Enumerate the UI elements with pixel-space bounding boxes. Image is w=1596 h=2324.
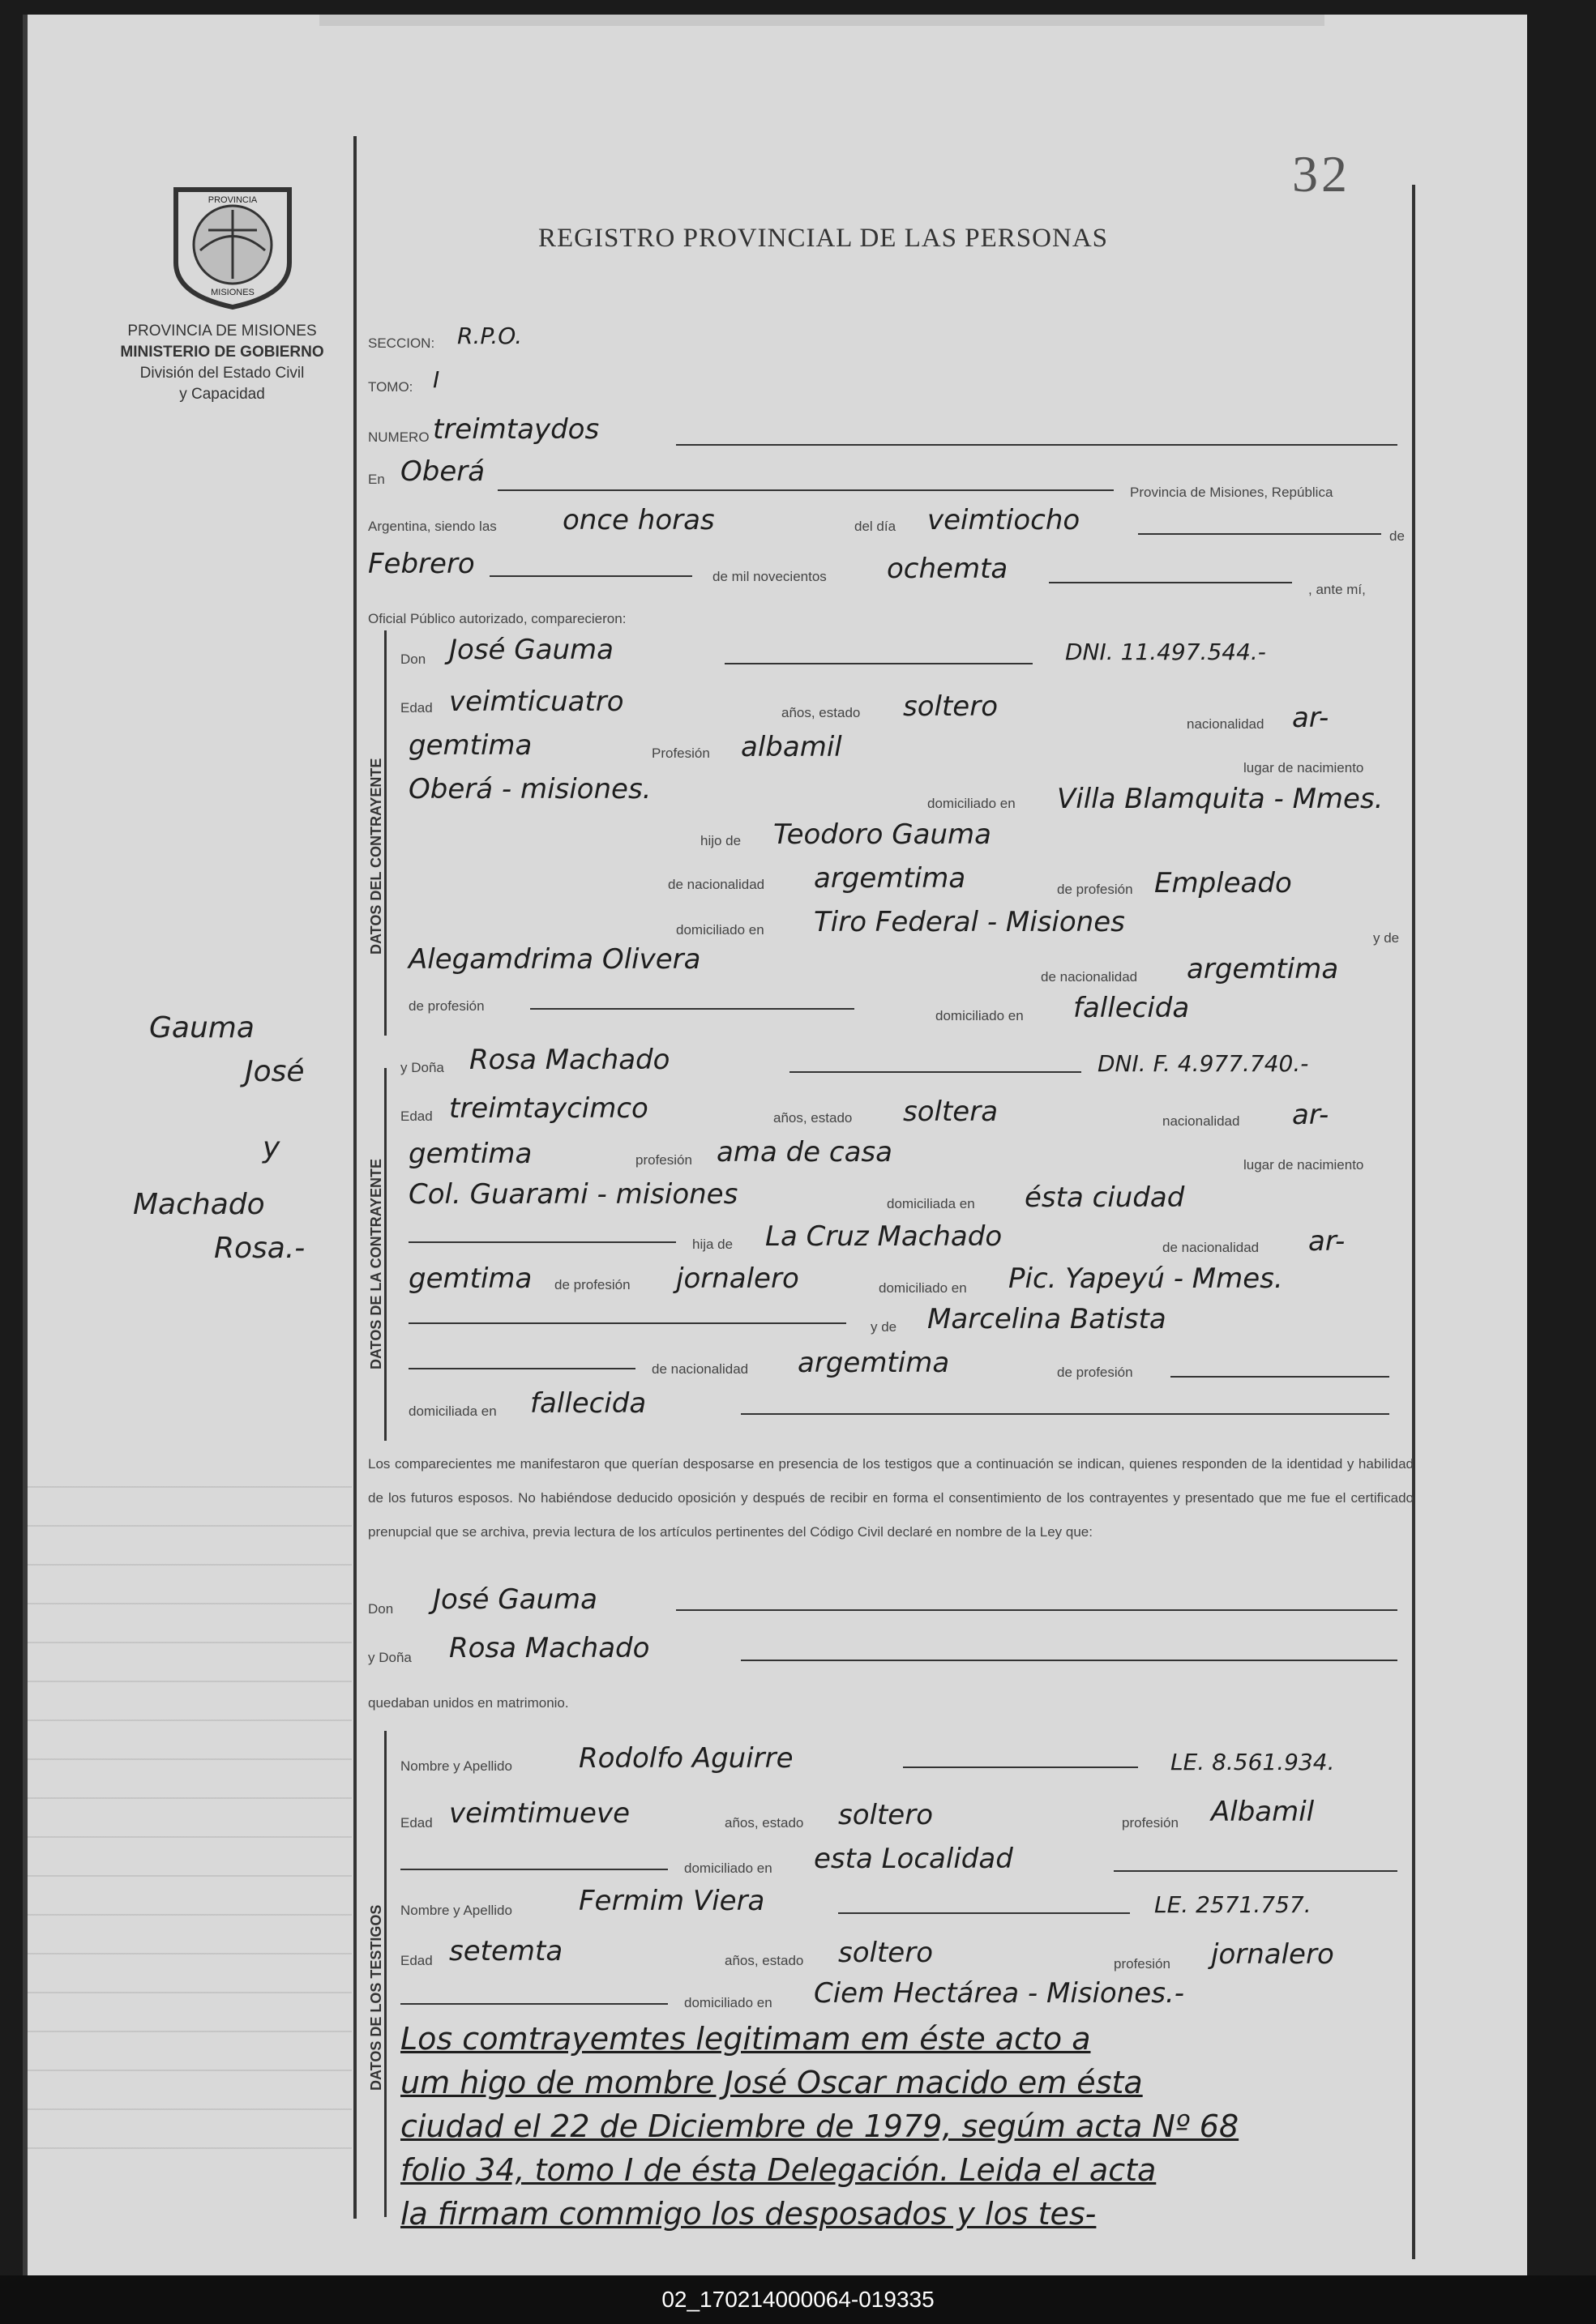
- decl-closing: quedaban unidos en matrimonio.: [368, 1695, 569, 1711]
- contrayente-lugar: Oberá - misiones.: [409, 773, 652, 805]
- contrayente-prof: albamil: [741, 731, 842, 763]
- hora-value: once horas: [563, 504, 715, 536]
- oficial-text: Oficial Público autorizado, comparecieron:: [368, 611, 627, 626]
- contrayente-padre-prof: Empleado: [1154, 867, 1292, 899]
- note-line-1: Los comtrayemtes legitimam em éste acto a: [400, 2021, 1091, 2057]
- lugar-label: lugar de nacimiento: [1243, 760, 1364, 775]
- margin-name-2: José: [245, 1055, 305, 1088]
- contrayente-madre-dom: fallecida: [1073, 992, 1190, 1024]
- edad-label: Edad: [400, 700, 433, 716]
- padre-prof-label: de profesión: [1057, 882, 1133, 897]
- contrayenta-dni: DNI. F. 4.977.740.-: [1098, 1050, 1309, 1077]
- t1-dom: esta Localidad: [814, 1843, 1013, 1875]
- provincial-seal-icon: [164, 173, 302, 311]
- margin-name-4: Machado: [133, 1188, 265, 1221]
- t2-nombre-label: Nombre y Apellido: [400, 1903, 512, 1918]
- seccion-value: R.P.O.: [457, 323, 523, 349]
- contrayenta-lugar: Col. Guarami - misiones: [409, 1178, 738, 1211]
- decl-dona-label: y Doña: [368, 1650, 412, 1665]
- contrayenta-madre-dom: fallecida: [530, 1387, 647, 1420]
- document-page: [23, 15, 1527, 2275]
- t2-nombre: Fermim Viera: [579, 1885, 765, 1917]
- lugar-label-f: lugar de nacimiento: [1243, 1157, 1364, 1173]
- t1-doc: LE. 8.561.934.: [1170, 1749, 1335, 1775]
- ante-label: , ante mí,: [1308, 582, 1366, 597]
- padre-dom-label-f: domiciliado en: [879, 1280, 967, 1296]
- section-label-contrayenta: DATOS DE LA CONTRAYENTE: [368, 1158, 384, 1369]
- organization-block: [76, 321, 368, 405]
- anios-label-f: años, estado: [773, 1110, 853, 1126]
- org-division: División del Estado Civil: [139, 365, 305, 382]
- contrayenta-padre: La Cruz Machado: [765, 1220, 1003, 1253]
- t1-nombre-label: Nombre y Apellido: [400, 1758, 512, 1774]
- madre-dom-label-f: domiciliada en: [409, 1403, 497, 1419]
- t2-anios-label: años, estado: [725, 1953, 804, 1968]
- seal-text-bottom: MISIONES: [211, 288, 255, 297]
- t1-prof: Albamil: [1211, 1796, 1315, 1828]
- madre-dom-label: domiciliado en: [935, 1008, 1024, 1023]
- anio-value: ochemta: [887, 553, 1008, 585]
- dom-label: domiciliado en: [927, 796, 1016, 811]
- madre-prof-label: de profesión: [409, 998, 485, 1014]
- provincia-text: Provincia de Misiones, República: [1130, 485, 1333, 500]
- decl-don-label: Don: [368, 1601, 394, 1617]
- contrayenta-padre-nac-cont: gemtima: [409, 1262, 533, 1295]
- contrayenta-padre-dom: Pic. Yapeyú - Mmes.: [1008, 1262, 1283, 1295]
- t2-prof: jornalero: [1211, 1938, 1334, 1971]
- margin-divider: [353, 136, 357, 2219]
- contrayente-name: José Gauma: [449, 634, 614, 666]
- section-label-contrayente: DATOS DEL CONTRAYENTE: [368, 758, 384, 955]
- dia-label: del día: [854, 519, 896, 534]
- padre-nac-label: de nacionalidad: [668, 877, 765, 892]
- argentina-text: Argentina, siendo las: [368, 519, 497, 534]
- t2-edad-label: Edad: [400, 1953, 433, 1968]
- madre-nac-label: de nacionalidad: [1041, 969, 1138, 985]
- org-province: PROVINCIA DE MISIONES: [127, 323, 317, 340]
- contrayente-madre: Alegamdrima Olivera: [409, 943, 701, 976]
- contrayenta-nac-cont: gemtima: [409, 1138, 533, 1170]
- tomo-label: TOMO:: [368, 379, 413, 395]
- decl-dona-value: Rosa Machado: [449, 1632, 650, 1664]
- contrayenta-name: Rosa Machado: [469, 1044, 670, 1076]
- contrayente-edad: veimticuatro: [449, 686, 624, 718]
- tomo-value: I: [433, 366, 440, 393]
- y-de-label: y de: [1373, 930, 1400, 946]
- anios-label: años, estado: [781, 705, 861, 720]
- t1-edad-label: Edad: [400, 1815, 433, 1831]
- seccion-label: SECCION:: [368, 335, 435, 351]
- margin-name-1: Gauma: [149, 1011, 255, 1045]
- contrayenta-edad: treimtaycimco: [449, 1092, 648, 1125]
- contrayente-padre-nac: argemtima: [814, 862, 966, 895]
- padre-dom-label: domiciliado en: [676, 922, 764, 938]
- madre-nac-label-f: de nacionalidad: [652, 1361, 749, 1377]
- page-number: 32: [1292, 145, 1350, 203]
- de-label: de: [1389, 528, 1405, 544]
- mes-value: Febrero: [368, 548, 475, 580]
- numero-value: treimtaydos: [433, 413, 600, 446]
- right-border: [1412, 185, 1415, 2259]
- section-label-testigos: DATOS DE LOS TESTIGOS: [368, 1904, 384, 2091]
- contrayenta-madre-nac: argemtima: [798, 1347, 950, 1379]
- en-label: En: [368, 472, 385, 487]
- t1-edad: veimtimueve: [449, 1797, 631, 1830]
- t1-estado: soltero: [838, 1799, 933, 1831]
- nac-label: nacionalidad: [1187, 716, 1264, 732]
- contrayenta-padre-nac: ar-: [1308, 1225, 1346, 1258]
- t1-dom-label: domiciliado en: [684, 1860, 772, 1876]
- t1-prof-label: profesión: [1122, 1815, 1179, 1831]
- t2-doc: LE. 2571.757.: [1154, 1891, 1311, 1918]
- dia-value: veimtiocho: [927, 504, 1080, 536]
- numero-label: NUMERO: [368, 429, 430, 445]
- margin-name-3: y: [263, 1131, 280, 1164]
- note-line-3: ciudad el 22 de Diciembre de 1979, segúm acta Nº 68: [400, 2108, 1239, 2144]
- t2-edad: setemta: [449, 1935, 563, 1967]
- t2-estado: soltero: [838, 1937, 933, 1969]
- contrayente-padre-dom: Tiro Federal - Misiones: [814, 906, 1125, 938]
- contrayente-nac: ar-: [1292, 702, 1329, 734]
- page-tab: [319, 15, 1324, 26]
- nac-label-f: nacionalidad: [1162, 1113, 1240, 1129]
- ruled-lines: [28, 1449, 352, 2178]
- contrayente-dom: Villa Blamquita - Mmes.: [1057, 783, 1384, 815]
- contrayente-dni: DNI. 11.497.544.-: [1065, 639, 1266, 665]
- hijo-label: hijo de: [700, 833, 742, 848]
- hija-label: hija de: [692, 1237, 734, 1252]
- padre-nac-label-f: de nacionalidad: [1162, 1240, 1260, 1255]
- image-caption: 02_170214000064-019335: [0, 2275, 1596, 2324]
- contrayente-madre-nac: argemtima: [1187, 953, 1339, 985]
- seal-text-top: PROVINCIA: [208, 195, 258, 205]
- t2-dom-label: domiciliado en: [684, 1995, 772, 2010]
- contrayenta-estado: soltera: [903, 1096, 999, 1128]
- declaration-paragraph: Los comparecientes me manifestaron que querían desposarse en presencia de los testigos que a continuación se indican, quienes responden de la identidad y habilidad de los futuros esposos. No habiéndose deducido oposición y después de recibir en forma el consentimiento de los contrayentes y presentado que me fue el certificado prenupcial que se archiva, previa lectura de los artículos pertinentes del Código Civil declaré en nombre de la Ley que:: [368, 1456, 1414, 1540]
- org-ministry: MINISTERIO DE GOBIERNO: [120, 344, 324, 361]
- prof-label-f: profesión: [635, 1152, 692, 1168]
- contrayente-nac-cont: gemtima: [409, 729, 533, 762]
- contrayenta-padre-prof: jornalero: [676, 1262, 799, 1295]
- anio-label: de mil novecientos: [712, 569, 827, 584]
- prof-label: Profesión: [652, 745, 710, 761]
- don-label: Don: [400, 651, 426, 667]
- contrayente-estado: soltero: [903, 690, 998, 723]
- madre-prof-label-f: de profesión: [1057, 1365, 1133, 1380]
- contrayenta-madre: Marcelina Batista: [927, 1303, 1166, 1335]
- dona-label: y Doña: [400, 1060, 444, 1075]
- contrayenta-nac: ar-: [1292, 1099, 1329, 1131]
- note-line-2: um higo de mombre José Oscar macido em ésta: [400, 2065, 1143, 2100]
- t2-prof-label: profesión: [1114, 1956, 1170, 1972]
- y-de-label-f: y de: [871, 1319, 897, 1335]
- contrayenta-prof: ama de casa: [717, 1136, 892, 1168]
- contrayenta-dom: ésta ciudad: [1025, 1181, 1185, 1214]
- padre-prof-label-f: de profesión: [554, 1277, 631, 1292]
- document-title: REGISTRO PROVINCIAL DE LAS PERSONAS: [538, 224, 1109, 253]
- edad-label-f: Edad: [400, 1109, 433, 1124]
- dom-label-f: domiciliada en: [887, 1196, 975, 1211]
- t1-nombre: Rodolfo Aguirre: [579, 1742, 794, 1775]
- note-line-5: la firmam commigo los desposados y los tes-: [400, 2196, 1097, 2232]
- decl-don-value: José Gauma: [433, 1583, 597, 1616]
- contrayente-padre: Teodoro Gauma: [773, 818, 991, 851]
- t1-anios-label: años, estado: [725, 1815, 804, 1831]
- margin-name-5: Rosa.-: [214, 1232, 306, 1265]
- t2-dom: Ciem Hectárea - Misiones.-: [814, 1977, 1184, 2010]
- en-value: Oberá: [400, 455, 486, 488]
- org-division-2: y Capacidad: [179, 386, 265, 403]
- note-line-4: folio 34, tomo I de ésta Delegación. Leida el acta: [400, 2152, 1157, 2188]
